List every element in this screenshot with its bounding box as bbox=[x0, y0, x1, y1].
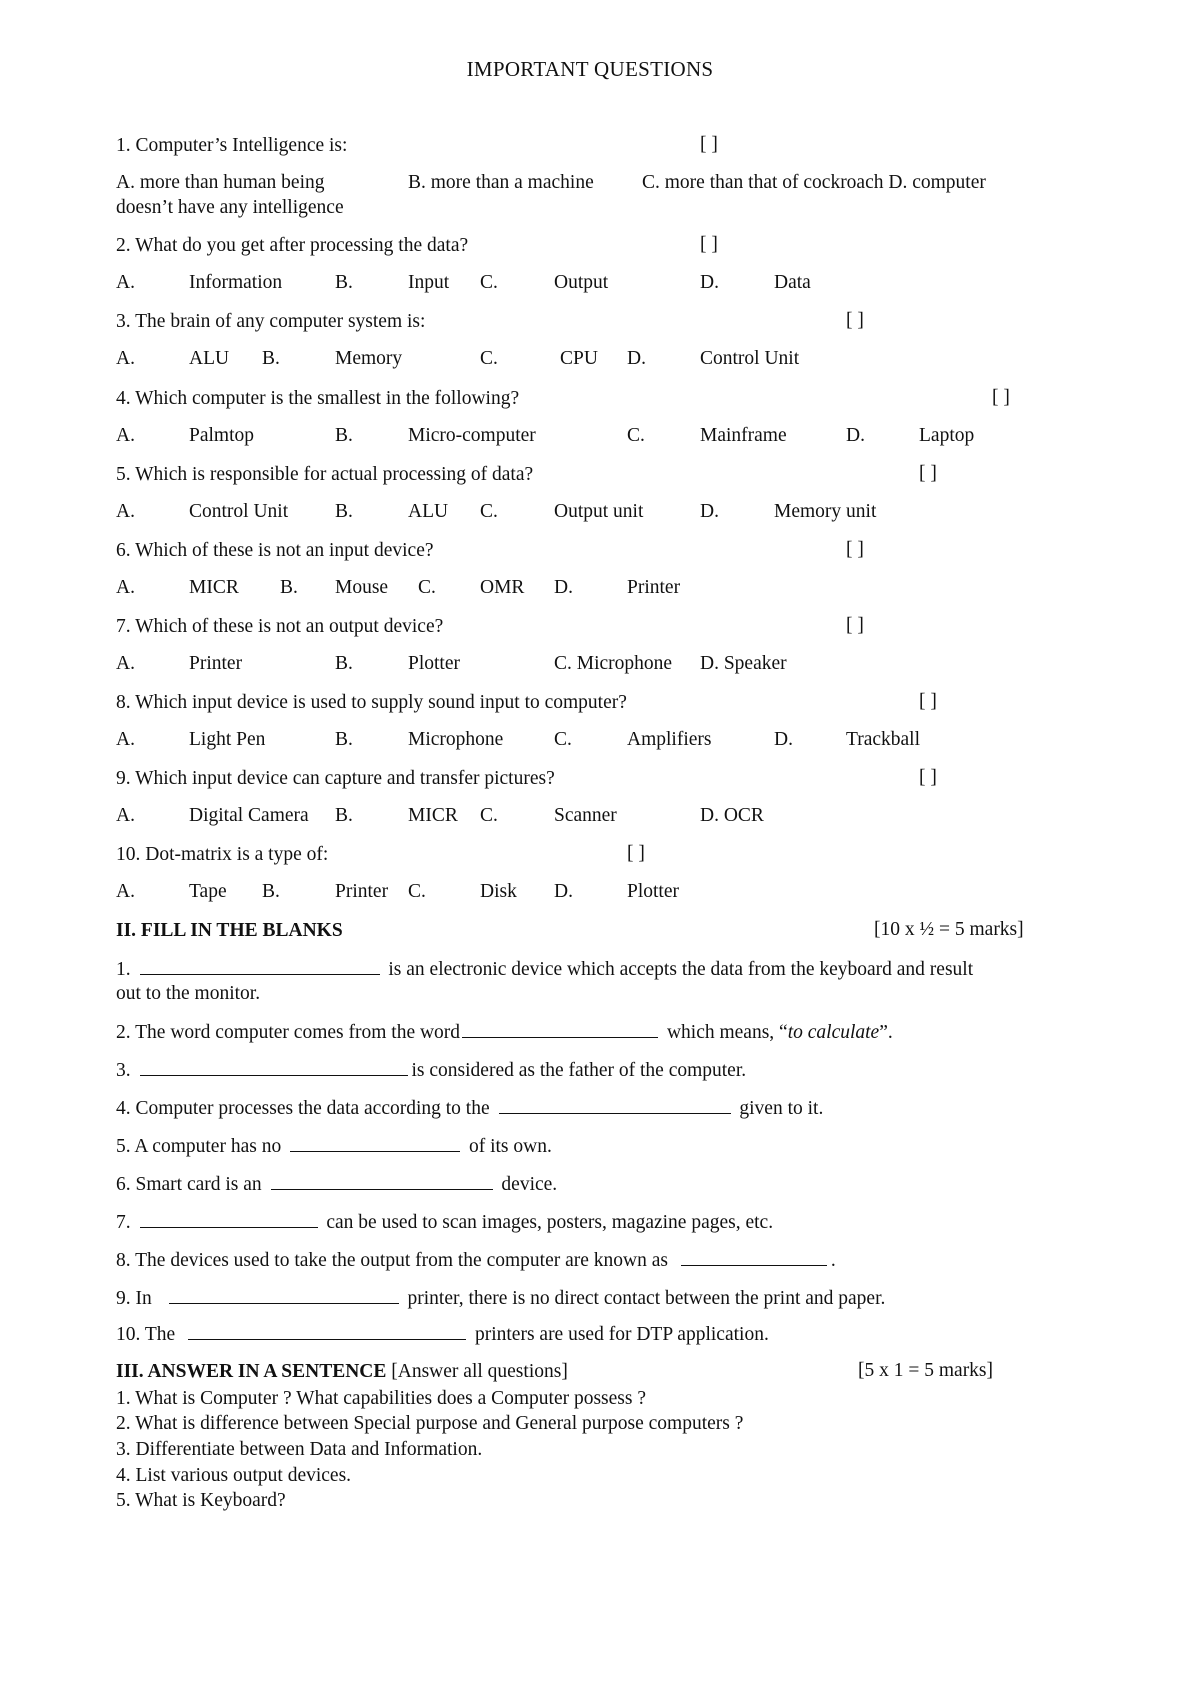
q5-label-a: A. bbox=[116, 501, 135, 522]
question-6: 6. Which of these is not an input device? bbox=[116, 540, 434, 561]
question-3: 3. The brain of any computer system is: bbox=[116, 311, 426, 332]
q2-option-d: Data bbox=[774, 272, 811, 293]
fill-blank-8-suffix: . bbox=[830, 1250, 836, 1271]
q5-label-b: B. bbox=[335, 501, 353, 522]
q9-option-d: D. OCR bbox=[700, 805, 764, 826]
q2-label-c: C. bbox=[480, 272, 498, 293]
q3-option-a: ALU bbox=[189, 348, 230, 369]
q1-option-wrap: doesn’t have any intelligence bbox=[116, 197, 344, 218]
blank-line bbox=[140, 1210, 318, 1228]
q3-label-c: C. bbox=[480, 348, 498, 369]
fill-blank-9 bbox=[116, 1286, 885, 1311]
question-10: 10. Dot-matrix is a type of: bbox=[116, 844, 329, 865]
answer-bracket-7: [ ] bbox=[846, 615, 864, 636]
q9-option-a: Digital Camera bbox=[189, 805, 309, 826]
q9-option-c: Scanner bbox=[554, 805, 617, 826]
fill-blank-7-suffix: can be used to scan images, posters, magazine pages, etc. bbox=[326, 1212, 774, 1233]
q3-label-d: D. bbox=[627, 348, 646, 369]
fill-blank-3 bbox=[116, 1058, 746, 1083]
q7-label-b: B. bbox=[335, 653, 353, 674]
q5-label-c: C. bbox=[480, 501, 498, 522]
section-3-note: [Answer all questions] bbox=[391, 1361, 568, 1382]
q5-option-c: Output unit bbox=[554, 501, 644, 522]
blank-line bbox=[462, 1020, 658, 1038]
q10-label-a: A. bbox=[116, 881, 135, 902]
q6-label-b: B. bbox=[280, 577, 298, 598]
q3-option-d: Control Unit bbox=[700, 348, 800, 369]
fill-blank-4-prefix: 4. Computer processes the data according to the bbox=[116, 1098, 490, 1119]
question-7: 7. Which of these is not an output device? bbox=[116, 616, 444, 637]
q10-option-b: Printer bbox=[335, 881, 389, 902]
q4-option-a: Palmtop bbox=[189, 425, 255, 446]
fill-blank-7-prefix: 7. bbox=[116, 1212, 131, 1233]
q4-label-a: A. bbox=[116, 425, 135, 446]
page-title: IMPORTANT QUESTIONS bbox=[466, 57, 714, 81]
fill-blank-1 bbox=[116, 957, 973, 982]
q1-option-a: A. more than human being bbox=[116, 172, 325, 193]
q8-label-c: C. bbox=[554, 729, 572, 750]
q5-option-a: Control Unit bbox=[189, 501, 289, 522]
blank-line bbox=[499, 1096, 731, 1114]
q2-label-a: A. bbox=[116, 272, 135, 293]
q9-label-a: A. bbox=[116, 805, 135, 826]
q8-option-b: Microphone bbox=[408, 729, 504, 750]
answer-bracket-1: [ ] bbox=[700, 134, 718, 155]
answer-bracket-5: [ ] bbox=[919, 463, 937, 484]
section-3-heading-row bbox=[116, 1360, 568, 1384]
q2-option-b: Input bbox=[408, 272, 450, 293]
q9-label-b: B. bbox=[335, 805, 353, 826]
q8-label-a: A. bbox=[116, 729, 135, 750]
q3-option-b: Memory bbox=[335, 348, 403, 369]
blank-line bbox=[140, 957, 380, 975]
section-3-marks: [5 x 1 = 5 marks] bbox=[858, 1360, 994, 1381]
question-4: 4. Which computer is the smallest in the following? bbox=[116, 388, 520, 409]
fill-blank-8 bbox=[116, 1248, 836, 1273]
q4-label-b: B. bbox=[335, 425, 353, 446]
fill-blank-9-suffix: printer, there is no direct contact between the print and paper. bbox=[407, 1288, 886, 1309]
q2-label-b: B. bbox=[335, 272, 353, 293]
q4-option-d: Laptop bbox=[919, 425, 975, 446]
q7-option-a: Printer bbox=[189, 653, 243, 674]
blank-line bbox=[681, 1248, 827, 1266]
q6-label-a: A. bbox=[116, 577, 135, 598]
q6-label-c: C. bbox=[418, 577, 436, 598]
fill-blank-1-prefix: 1. bbox=[116, 959, 131, 980]
fill-blank-6-suffix: device. bbox=[501, 1174, 558, 1195]
q6-option-b: Mouse bbox=[335, 577, 389, 598]
q10-option-d: Plotter bbox=[627, 881, 679, 902]
answer-bracket-10: [ ] bbox=[627, 843, 645, 864]
section-2-marks: [10 x ½ = 5 marks] bbox=[874, 919, 1024, 940]
question-8: 8. Which input device is used to supply sound input to computer? bbox=[116, 692, 627, 713]
q9-label-c: C. bbox=[480, 805, 498, 826]
q6-label-d: D. bbox=[554, 577, 573, 598]
fill-blank-10 bbox=[116, 1322, 769, 1347]
fill-blank-1-wrap: out to the monitor. bbox=[116, 983, 261, 1004]
q6-option-a: MICR bbox=[189, 577, 239, 598]
q7-option-b: Plotter bbox=[408, 653, 460, 674]
fill-blank-2-end: ”. bbox=[879, 1022, 893, 1043]
question-5: 5. Which is responsible for actual processing of data? bbox=[116, 464, 534, 485]
section-3-heading: III. ANSWER IN A SENTENCE bbox=[116, 1361, 387, 1382]
blank-line bbox=[271, 1172, 493, 1190]
q6-option-d: Printer bbox=[627, 577, 681, 598]
fill-blank-1-suffix: is an electronic device which accepts the data from the keyboard and result bbox=[388, 959, 974, 980]
fill-blank-7 bbox=[116, 1210, 773, 1235]
q2-option-c: Output bbox=[554, 272, 609, 293]
q4-option-c: Mainframe bbox=[700, 425, 787, 446]
fill-blank-5-prefix: 5. A computer has no bbox=[116, 1136, 282, 1157]
fill-blank-2-prefix: 2. The word computer comes from the word bbox=[116, 1022, 461, 1043]
q5-option-d: Memory unit bbox=[774, 501, 877, 522]
q4-label-c: C. bbox=[627, 425, 645, 446]
q4-label-d: D. bbox=[846, 425, 865, 446]
q8-option-c: Amplifiers bbox=[627, 729, 712, 750]
question-1: 1. Computer’s Intelligence is: bbox=[116, 135, 348, 156]
q4-option-b: Micro-computer bbox=[408, 425, 536, 446]
question-2: 2. What do you get after processing the data? bbox=[116, 235, 469, 256]
q7-option-d: D. Speaker bbox=[700, 653, 787, 674]
blank-line bbox=[169, 1286, 399, 1304]
q2-label-d: D. bbox=[700, 272, 719, 293]
q10-option-a: Tape bbox=[189, 881, 227, 902]
q5-label-d: D. bbox=[700, 501, 719, 522]
question-9: 9. Which input device can capture and transfer pictures? bbox=[116, 768, 555, 789]
fill-blank-4-suffix: given to it. bbox=[739, 1098, 824, 1119]
q6-option-c: OMR bbox=[480, 577, 525, 598]
q1-option-c-d: C. more than that of cockroach D. computer bbox=[642, 172, 986, 193]
fill-blank-6 bbox=[116, 1172, 557, 1197]
answer-bracket-4: [ ] bbox=[992, 387, 1010, 408]
fill-blank-10-suffix: printers are used for DTP application. bbox=[474, 1324, 769, 1345]
fill-blank-2 bbox=[116, 1020, 893, 1045]
sentence-question-4: 4. List various output devices. bbox=[116, 1465, 352, 1486]
q10-option-c: Disk bbox=[480, 881, 517, 902]
section-2-heading: II. FILL IN THE BLANKS bbox=[116, 920, 343, 941]
sentence-question-1: 1. What is Computer ? What capabilities does a Computer possess ? bbox=[116, 1388, 647, 1409]
q8-option-d: Trackball bbox=[846, 729, 921, 750]
fill-blank-6-prefix: 6. Smart card is an bbox=[116, 1174, 262, 1195]
q8-option-a: Light Pen bbox=[189, 729, 266, 750]
fill-blank-2-italic: to calculate bbox=[787, 1022, 880, 1043]
sentence-question-2: 2. What is difference between Special purpose and General purpose computers ? bbox=[116, 1413, 744, 1434]
blank-line bbox=[188, 1322, 466, 1340]
q1-option-b: B. more than a machine bbox=[408, 172, 594, 193]
q10-label-b: B. bbox=[262, 881, 280, 902]
fill-blank-4 bbox=[116, 1096, 823, 1121]
blank-line bbox=[140, 1058, 408, 1076]
fill-blank-8-prefix: 8. The devices used to take the output from the computer are known as bbox=[116, 1250, 668, 1271]
blank-line bbox=[290, 1134, 460, 1152]
q10-label-c: C. bbox=[408, 881, 426, 902]
q2-option-a: Information bbox=[189, 272, 283, 293]
fill-blank-3-suffix: is considered as the father of the computer. bbox=[411, 1060, 747, 1081]
q3-label-a: A. bbox=[116, 348, 135, 369]
q8-label-b: B. bbox=[335, 729, 353, 750]
answer-bracket-8: [ ] bbox=[919, 691, 937, 712]
q5-option-b: ALU bbox=[408, 501, 449, 522]
q7-option-c: C. Microphone bbox=[554, 653, 673, 674]
fill-blank-2-mid: which means, “ bbox=[666, 1022, 788, 1043]
q3-option-c: CPU bbox=[560, 348, 598, 369]
q8-label-d: D. bbox=[774, 729, 793, 750]
q3-label-b: B. bbox=[262, 348, 280, 369]
fill-blank-9-prefix: 9. In bbox=[116, 1288, 152, 1309]
answer-bracket-2: [ ] bbox=[700, 234, 718, 255]
answer-bracket-3: [ ] bbox=[846, 310, 864, 331]
q10-label-d: D. bbox=[554, 881, 573, 902]
sentence-question-5: 5. What is Keyboard? bbox=[116, 1490, 286, 1511]
fill-blank-5-suffix: of its own. bbox=[468, 1136, 552, 1157]
sentence-question-3: 3. Differentiate between Data and Information. bbox=[116, 1439, 483, 1460]
answer-bracket-9: [ ] bbox=[919, 767, 937, 788]
q7-label-a: A. bbox=[116, 653, 135, 674]
fill-blank-3-prefix: 3. bbox=[116, 1060, 131, 1081]
fill-blank-5 bbox=[116, 1134, 552, 1159]
answer-bracket-6: [ ] bbox=[846, 539, 864, 560]
q9-option-b: MICR bbox=[408, 805, 458, 826]
fill-blank-10-prefix: 10. The bbox=[116, 1324, 176, 1345]
